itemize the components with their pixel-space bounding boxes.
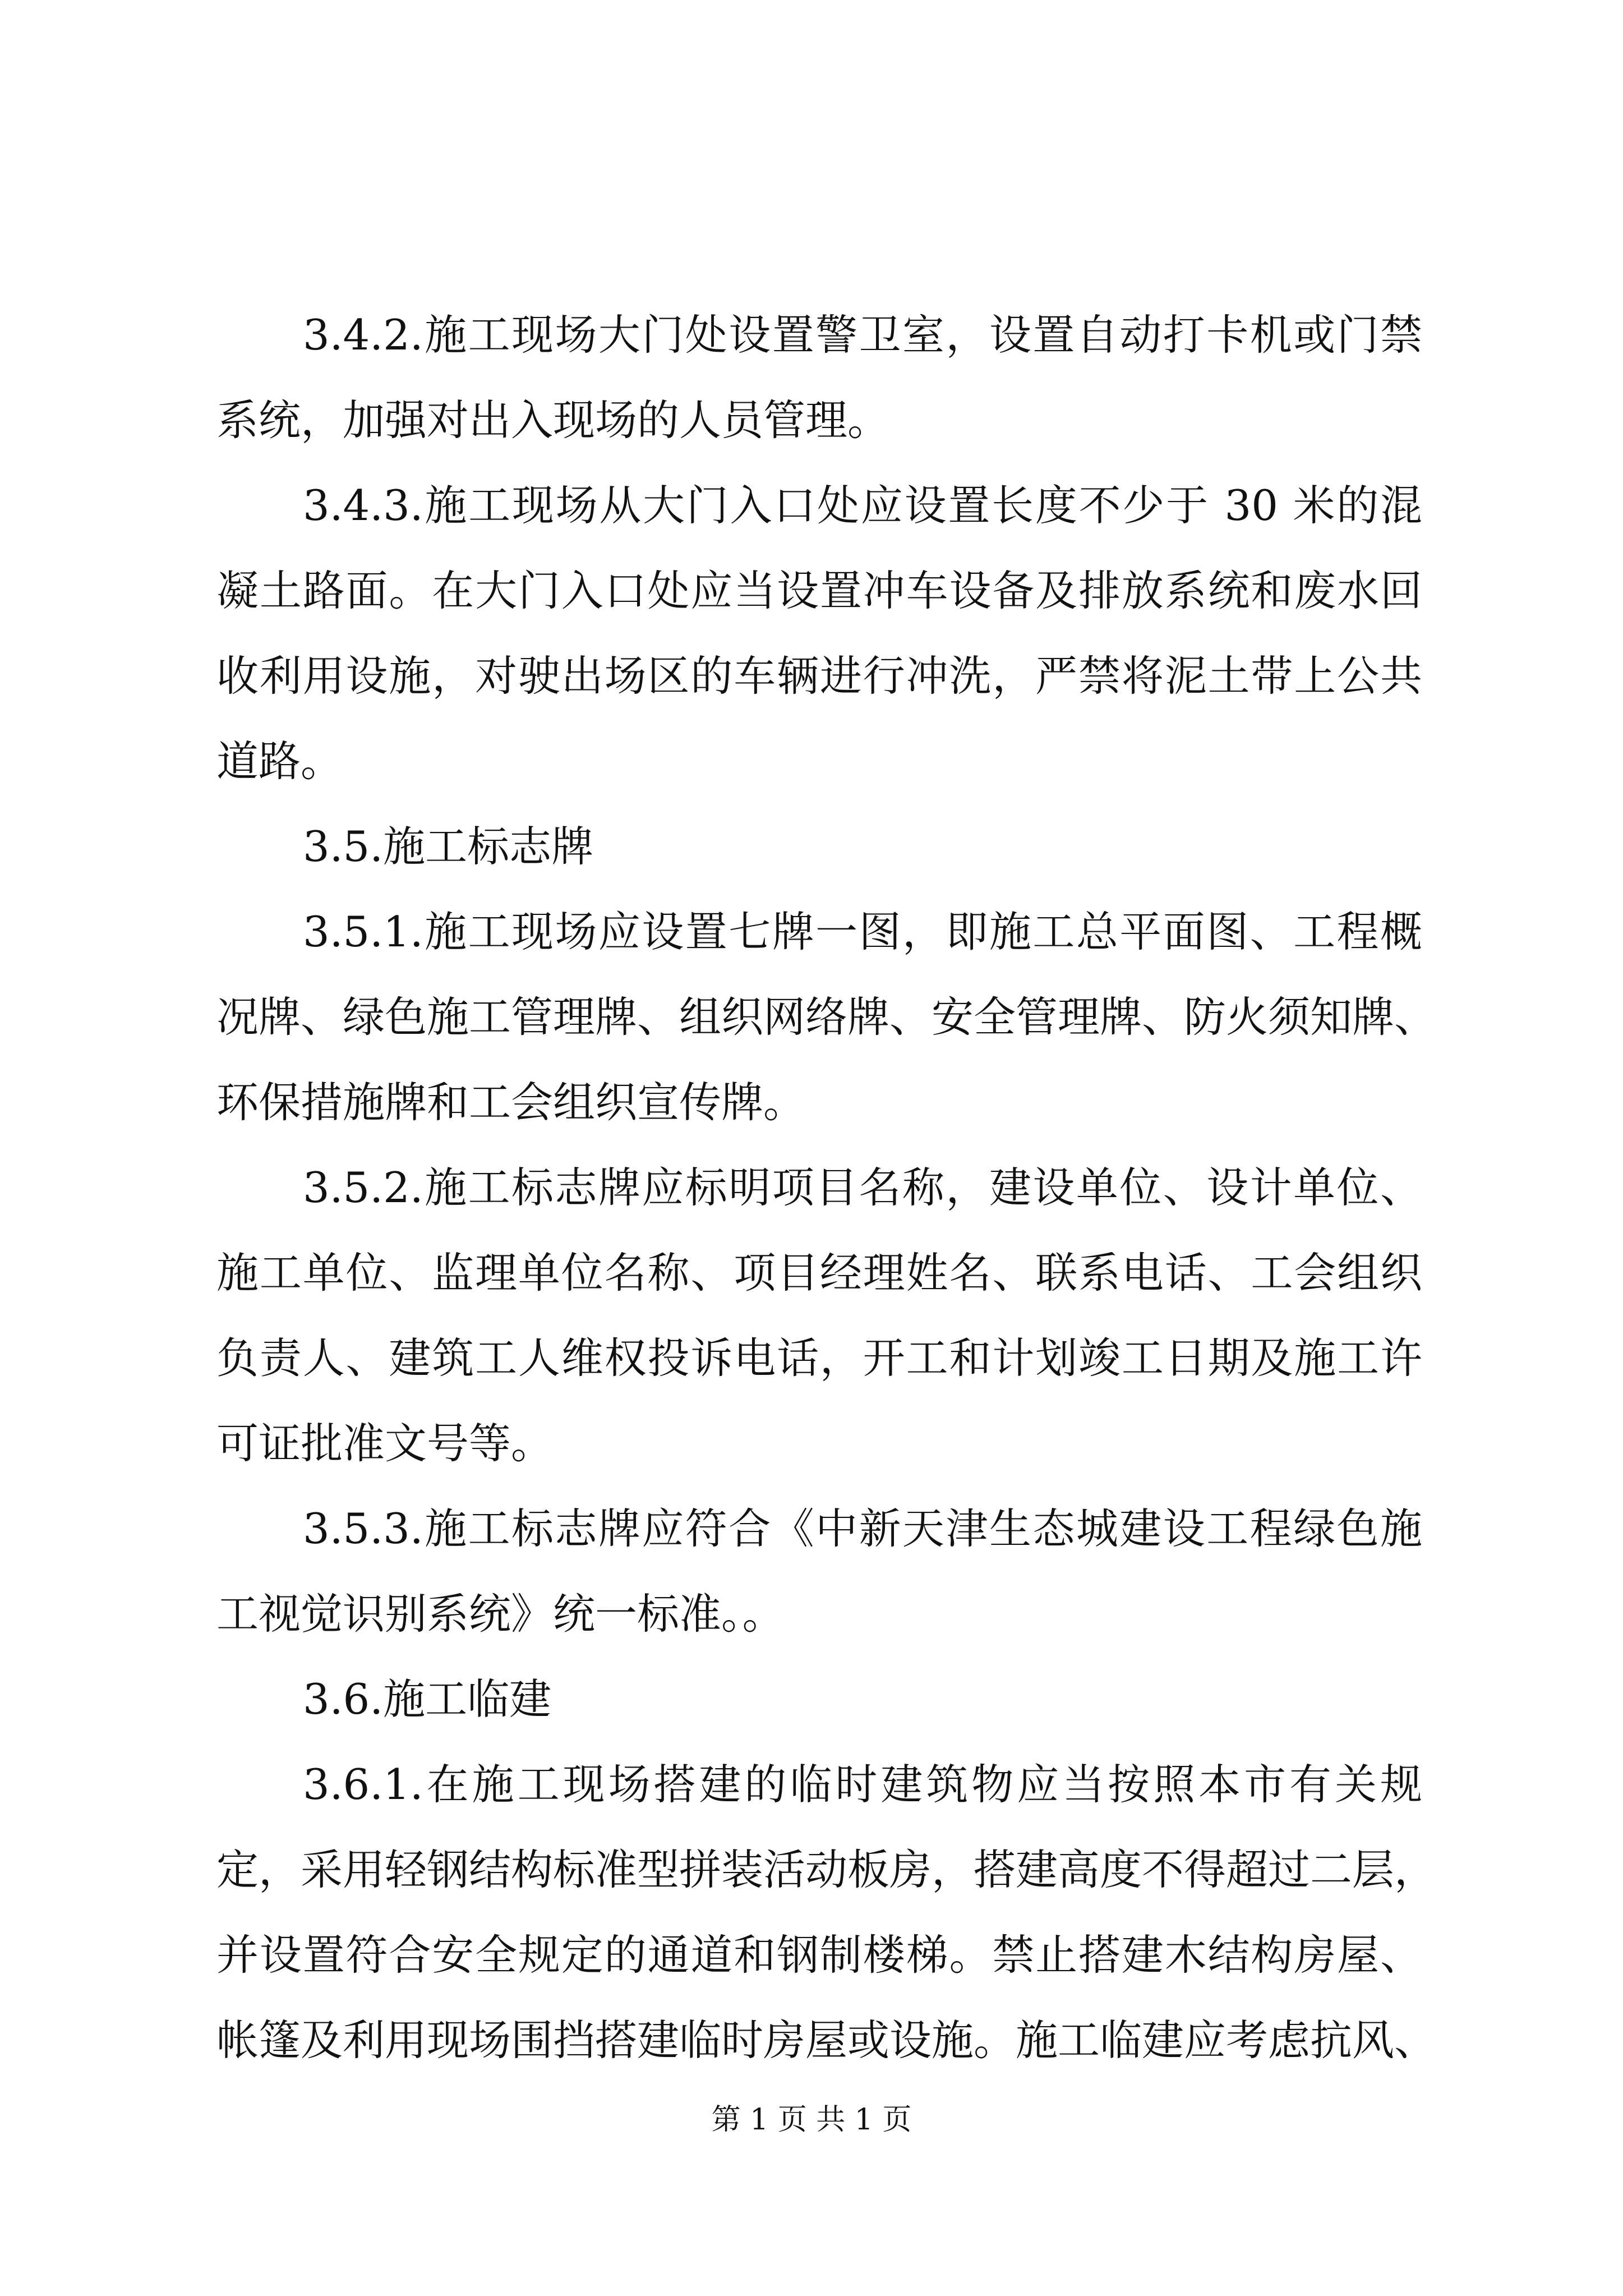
section-heading-3-5: 3.5.施工标志牌	[303, 822, 594, 871]
paragraph-3-4-3-line-1: 3.4.3.施工现场从大门入口处应设置长度不少于 30 米的混	[303, 481, 1422, 530]
paragraph-3-5-1-line-3: 环保措施牌和工会组织宣传牌。	[216, 1078, 806, 1127]
paragraph-3-5-2-line-3: 负责人、建筑工人维权投诉电话，开工和计划竣工日期及施工许	[216, 1333, 1422, 1383]
paragraph-3-6-1-line-1: 3.6.1.在施工现场搭建的临时建筑物应当按照本市有关规	[303, 1760, 1422, 1809]
paragraph-3-5-3-line-1: 3.5.3.施工标志牌应符合《中新天津生态城建设工程绿色施	[303, 1504, 1422, 1553]
paragraph-3-5-2-line-2: 施工单位、监理单位名称、项目经理姓名、联系电话、工会组织	[216, 1248, 1422, 1297]
paragraph-3-5-3-line-2: 工视觉识别系统》统一标准。。	[216, 1589, 785, 1639]
paragraph-3-4-3-line-3: 收利用设施，对驶出场区的车辆进行冲洗，严禁将泥土带上公共	[216, 651, 1422, 701]
paragraph-3-6-1-line-3: 并设置符合安全规定的通道和钢制楼梯。禁止搭建木结构房屋、	[216, 1930, 1422, 1980]
paragraph-3-5-2-line-1: 3.5.2.施工标志牌应标明项目名称，建设单位、设计单位、	[303, 1163, 1422, 1212]
paragraph-3-4-3-line-4: 道路。	[216, 737, 343, 786]
section-heading-3-6: 3.6.施工临建	[303, 1674, 552, 1724]
page-footer: 第 1 页 共 1 页	[711, 2103, 912, 2137]
paragraph-3-6-1-line-4: 帐篷及利用现场围挡搭建临时房屋或设施。施工临建应考虑抗风、	[216, 2016, 1437, 2065]
paragraph-3-4-2-line-1: 3.4.2.施工现场大门处设置警卫室，设置自动打卡机或门禁	[303, 310, 1422, 360]
paragraph-3-4-2-line-2: 系统，加强对出入现场的人员管理。	[216, 395, 890, 445]
paragraph-3-5-2-line-4: 可证批准文号等。	[216, 1419, 554, 1468]
paragraph-3-5-1-line-1: 3.5.1.施工现场应设置七牌一图，即施工总平面图、工程概	[303, 907, 1422, 956]
paragraph-3-4-3-line-2: 凝土路面。在大门入口处应当设置冲车设备及排放系统和废水回	[216, 566, 1422, 615]
paragraph-3-5-1-line-2: 况牌、绿色施工管理牌、组织网络牌、安全管理牌、防火须知牌、	[216, 992, 1437, 1042]
paragraph-3-6-1-line-2: 定，采用轻钢结构标准型拼装活动板房，搭建高度不得超过二层，	[216, 1845, 1437, 1894]
